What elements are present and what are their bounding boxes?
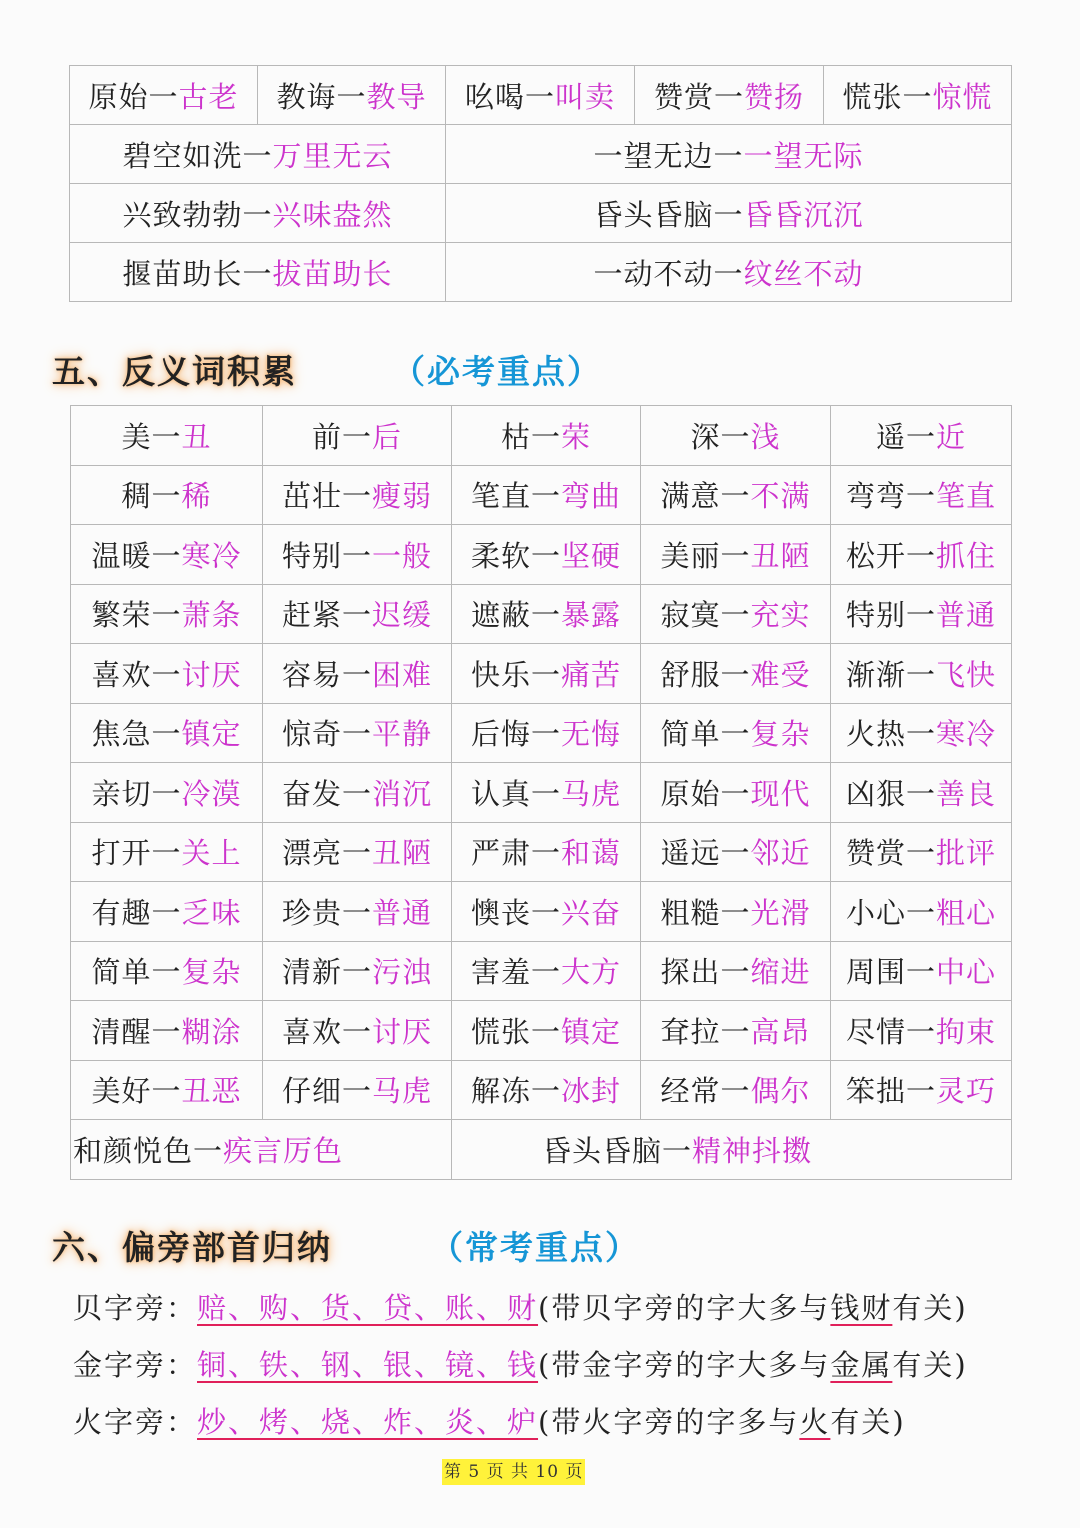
- word-pair: 耷拉一高昂: [641, 1001, 831, 1061]
- word-pair: 弯弯一笔直: [831, 465, 1012, 525]
- word-pair: 清醒一糊涂: [71, 1001, 263, 1061]
- radical-chars: 赔、购、货、贷、账、财: [197, 1291, 539, 1325]
- word-pair: 遮蔽一暴露: [452, 584, 641, 644]
- section-tag-antonyms: （必考重点）: [392, 352, 602, 391]
- word-pair: 遥一近: [831, 406, 1012, 466]
- word-pair: 认真一马虎: [452, 763, 641, 823]
- word-pair: 周围一中心: [831, 941, 1012, 1001]
- word-pair: 原始一古老: [70, 66, 258, 125]
- word-pair: 稠一稀: [71, 465, 263, 525]
- word-pair: 珍贵一普通: [263, 882, 452, 942]
- word-pair: 碧空如洗一万里无云: [70, 125, 446, 184]
- word-pair: 赞赏一批评: [831, 822, 1012, 882]
- table-row: [71, 763, 1012, 823]
- word-pair: 揠苗助长一拔苗助长: [70, 243, 446, 302]
- section-heading-antonyms: 五、反义词积累: [52, 352, 297, 391]
- word-pair: 粗糙一光滑: [641, 882, 831, 942]
- word-pair: 简单一复杂: [71, 941, 263, 1001]
- word-pair: 亲切一冷漠: [71, 763, 263, 823]
- section-tag-radicals: （常考重点）: [430, 1228, 640, 1267]
- word-pair: 笔直一弯曲: [452, 465, 641, 525]
- table-row: [71, 465, 1012, 525]
- word-pair: 凶狠一善良: [831, 763, 1012, 823]
- word-pair: 严肃一和蔼: [452, 822, 641, 882]
- word-pair: 一望无边一一望无际: [446, 125, 1012, 184]
- word-pair: 美好一丑恶: [71, 1060, 263, 1120]
- word-pair: 美一丑: [71, 406, 263, 466]
- word-pair: 教诲一教导: [258, 66, 446, 125]
- word-pair: 打开一关上: [71, 822, 263, 882]
- word-pair: 喜欢一讨厌: [71, 644, 263, 704]
- word-pair: 后悔一无悔: [452, 703, 641, 763]
- word-pair: 快乐一痛苦: [452, 644, 641, 704]
- radical-chars: 炒、烤、烧、炸、炎、炉: [197, 1405, 539, 1439]
- word-pair: 笨拙一灵巧: [831, 1060, 1012, 1120]
- word-pair: 原始一现代: [641, 763, 831, 823]
- word-pair: 舒服一难受: [641, 644, 831, 704]
- table-row: [71, 941, 1012, 1001]
- word-pair: 寂寞一充实: [641, 584, 831, 644]
- word-pair: 特别一一般: [263, 525, 452, 585]
- word-pair: 漂亮一丑陋: [263, 822, 452, 882]
- word-pair: 慌张一镇定: [452, 1001, 641, 1061]
- table-row: [71, 584, 1012, 644]
- radical-line: 火字旁：炒、烤、烧、炸、炎、炉(带火字旁的字多与火有关): [73, 1405, 906, 1439]
- word-pair: 奋发一消沉: [263, 763, 452, 823]
- word-pair: 繁荣一萧条: [71, 584, 263, 644]
- word-pair: 害羞一大方: [452, 941, 641, 1001]
- table-row: [71, 1120, 1012, 1180]
- word-pair: 温暖一寒冷: [71, 525, 263, 585]
- word-pair: 茁壮一瘦弱: [263, 465, 452, 525]
- word-pair: 枯一荣: [452, 406, 641, 466]
- radical-line: 金字旁：铜、铁、钢、银、镜、钱(带金字旁的字大多与金属有关): [73, 1348, 968, 1382]
- word-pair: 兴致勃勃一兴味盎然: [70, 184, 446, 243]
- word-pair: 渐渐一飞快: [831, 644, 1012, 704]
- word-pair: 昏头昏脑一昏昏沉沉: [446, 184, 1012, 243]
- word-pair: 吆喝一叫卖: [446, 66, 635, 125]
- word-pair: 美丽一丑陋: [641, 525, 831, 585]
- table-row: [70, 125, 1012, 184]
- synonym-table: [69, 65, 1012, 302]
- table-row: [71, 703, 1012, 763]
- word-pair: 仔细一马虎: [263, 1060, 452, 1120]
- word-pair: 柔软一坚硬: [452, 525, 641, 585]
- antonym-table-body: [71, 406, 1012, 1120]
- word-pair: 特别一普通: [831, 584, 1012, 644]
- table-row: [70, 243, 1012, 302]
- word-pair: 遥远一邻近: [641, 822, 831, 882]
- word-pair: 焦急一镇定: [71, 703, 263, 763]
- table-row: [71, 822, 1012, 882]
- word-pair: 探出一缩进: [641, 941, 831, 1001]
- radical-chars: 铜、铁、钢、银、镜、钱: [197, 1348, 539, 1382]
- word-pair: 清新一污浊: [263, 941, 452, 1001]
- word-pair: 赞赏一赞扬: [635, 66, 824, 125]
- table-row: [71, 882, 1012, 942]
- section-heading-radicals: 六、偏旁部首归纳: [52, 1228, 332, 1267]
- word-pair: 容易一困难: [263, 644, 452, 704]
- word-pair: 一动不动一纹丝不动: [446, 243, 1012, 302]
- word-pair: 满意一不满: [641, 465, 831, 525]
- word-pair: 有趣一乏味: [71, 882, 263, 942]
- word-pair: 简单一复杂: [641, 703, 831, 763]
- word-pair: 火热一寒冷: [831, 703, 1012, 763]
- table-row: [71, 406, 1012, 466]
- word-pair: 尽情一拘束: [831, 1001, 1012, 1061]
- table-row: [71, 525, 1012, 585]
- word-pair: 解冻一冰封: [452, 1060, 641, 1120]
- table-row: [71, 1001, 1012, 1061]
- word-pair: 赶紧一迟缓: [263, 584, 452, 644]
- word-pair: 喜欢一讨厌: [263, 1001, 452, 1061]
- word-pair: 深一浅: [641, 406, 831, 466]
- table-row: [71, 644, 1012, 704]
- word-pair: 松开一抓住: [831, 525, 1012, 585]
- table-row: [70, 184, 1012, 243]
- word-pair: 昏头昏脑一精神抖擞: [452, 1120, 1012, 1180]
- table-row: [70, 66, 1012, 125]
- word-pair: 经常一偶尔: [641, 1060, 831, 1120]
- word-pair: 前一后: [263, 406, 452, 466]
- table-row: [71, 1060, 1012, 1120]
- antonym-table: [70, 405, 1012, 1180]
- word-pair: 慌张一惊慌: [824, 66, 1012, 125]
- word-pair: 和颜悦色一疾言厉色: [71, 1120, 452, 1180]
- page-number: 第 5 页 共 10 页: [442, 1459, 585, 1485]
- radical-line: 贝字旁：赔、购、货、贷、账、财(带贝字旁的字大多与钱财有关): [73, 1291, 968, 1325]
- word-pair: 懊丧一兴奋: [452, 882, 641, 942]
- word-pair: 小心一粗心: [831, 882, 1012, 942]
- word-pair: 惊奇一平静: [263, 703, 452, 763]
